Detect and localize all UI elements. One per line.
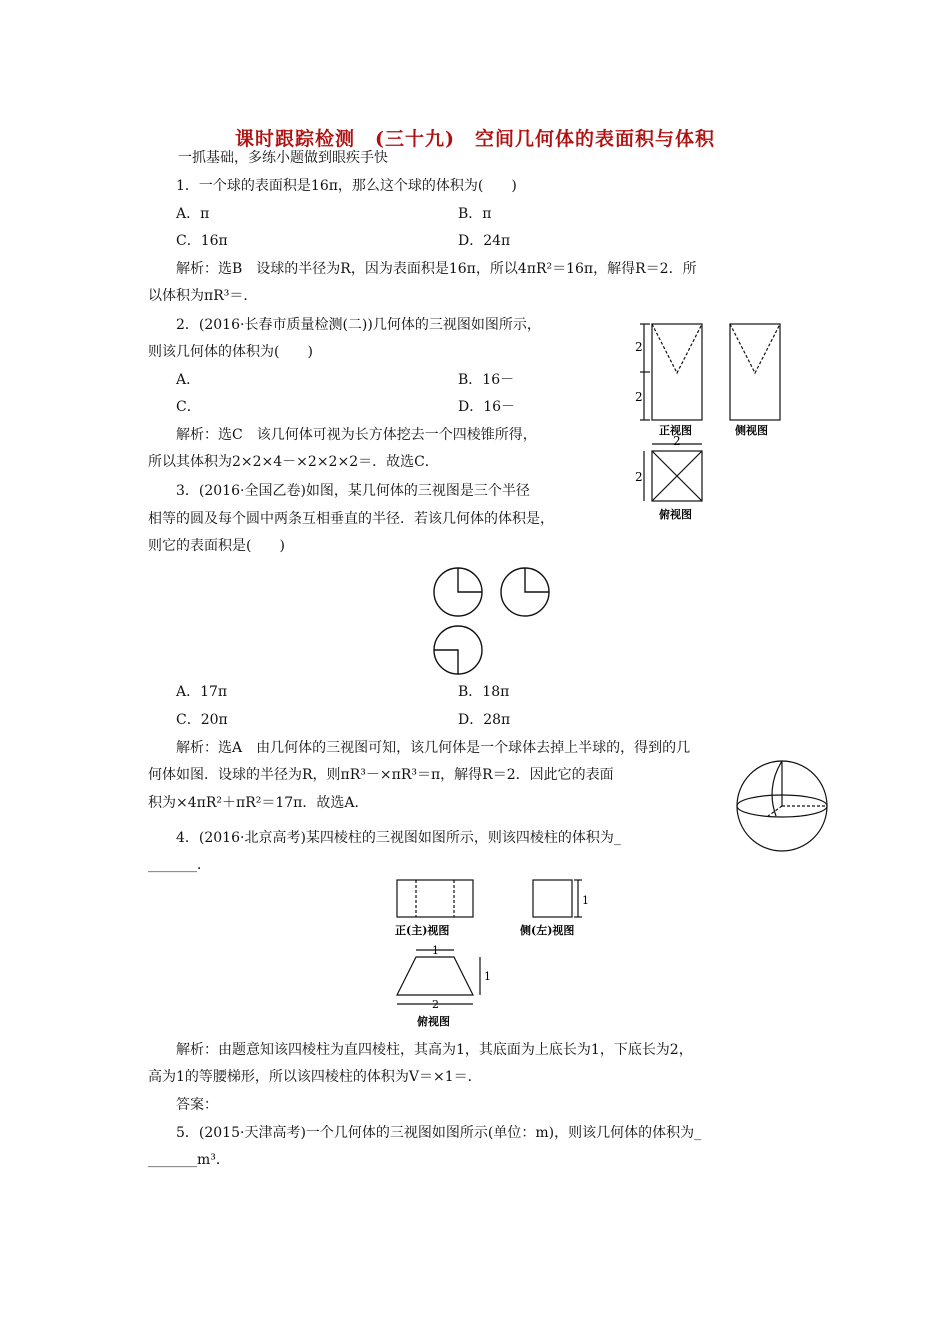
- q2-stem-line1: 2．(2016·长春市质量检测(二))几何体的三视图如图所示，: [176, 317, 541, 333]
- q1-solution-line2: 以体积为πR³＝．: [148, 288, 258, 304]
- q3-option-c: C．20π: [176, 712, 228, 728]
- q2-side-view-hidden-lines: [730, 324, 780, 373]
- q4-stem-line2: _______．: [148, 857, 211, 873]
- q4-top-view-label: 俯视图: [417, 1015, 450, 1028]
- q3-option-b: B．18π: [458, 684, 510, 700]
- q3-sphere-figure: [730, 760, 835, 855]
- q4-three-view-figure: [385, 872, 605, 1032]
- q3-solution-line3: 积为×4πR²＋πR²＝17π．故选A．: [148, 795, 369, 811]
- q2-solution-line2: 所以其体积为2×2×4－×2×2×2＝．故选C．: [148, 454, 439, 470]
- q1-option-d: D．24π: [458, 233, 511, 249]
- q4-answer: 答案：: [176, 1097, 218, 1113]
- q3-option-a: A．17π: [176, 684, 228, 700]
- q4-side-view-label: 侧(左)视图: [520, 924, 575, 937]
- q3-solution-line2: 何体如图．设球的半径为R，则πR³－×πR³＝π，解得R＝2．因此它的表面: [148, 767, 614, 783]
- q2-front-view-label: 正视图: [659, 424, 692, 437]
- q1-option-c: C．16π: [176, 233, 228, 249]
- q4-stem-line1: 4．(2016·北京高考)某四棱柱的三视图如图所示，则该四棱柱的体积为_: [176, 830, 621, 846]
- q2-top-view-label: 俯视图: [659, 508, 692, 521]
- q1-option-b: B．π: [458, 206, 492, 222]
- q2-side-view-label: 侧视图: [735, 424, 768, 437]
- q3-three-circles-figure: [425, 560, 555, 680]
- q4-top-height-dim: 1: [484, 970, 491, 983]
- q2-dim-top-width: 2: [673, 434, 681, 448]
- q5-stem-line2: _______m³．: [148, 1152, 230, 1168]
- q4-solution-line1: 解析：由题意知该四棱柱为直四棱柱，其高为1，其底面为上底长为1，下底长为2，: [176, 1042, 693, 1058]
- q4-top-lower-dim: 2: [432, 998, 439, 1011]
- q2-option-a: A．: [176, 372, 201, 388]
- q5-stem-line1: 5．(2015·天津高考)一个几何体的三视图如图所示(单位：m)，则该几何体的体积为_: [176, 1125, 702, 1141]
- q1-solution-line1: 解析：选B 设球的半径为R，因为表面积是16π，所以4πR²＝16π，解得R＝2．所: [176, 261, 697, 277]
- q4-top-view-trapezoid: [397, 957, 473, 995]
- q4-front-view-label: 正(主)视图: [395, 924, 450, 937]
- q3-option-d: D．28π: [458, 712, 511, 728]
- q2-option-d: D．16－: [458, 399, 516, 415]
- q4-solution-line2: 高为1的等腰梯形，所以该四棱柱的体积为V＝×1＝．: [148, 1069, 482, 1085]
- subtitle: 一抓基础，多练小题做到眼疾手快: [178, 150, 388, 166]
- q4-front-view-rect: [397, 880, 473, 917]
- q2-front-view-hidden-lines: [652, 324, 702, 373]
- q4-side-view-rect: [533, 880, 572, 917]
- q2-dim-lower: 2: [635, 390, 643, 404]
- q1-option-a: A．π: [176, 206, 210, 222]
- q1-stem: 1．一个球的表面积是16π，那么这个球的体积为( ): [176, 178, 517, 194]
- q4-side-dim: 1: [582, 894, 589, 907]
- q2-stem-line2: 则该几何体的体积为( ): [148, 344, 313, 360]
- q2-solution-line1: 解析：选C 该几何体可视为长方体挖去一个四棱锥所得，: [176, 427, 537, 443]
- q3-stem-line3: 则它的表面积是( ): [148, 538, 285, 554]
- q2-three-view-figure: [622, 318, 792, 530]
- q2-option-c: C．: [176, 399, 201, 415]
- q3-stem-line1: 3．(2016·全国乙卷)如图，某几何体的三视图是三个半径: [176, 483, 530, 499]
- q3-solution-line1: 解析：选A 由几何体的三视图可知，该几何体是一个球体去掉上半球的，得到的几: [176, 740, 691, 756]
- q4-top-upper-dim: 1: [432, 944, 439, 957]
- q2-option-b: B．16－: [458, 372, 515, 388]
- q3-stem-line2: 相等的圆及每个圆中两条互相垂直的半径．若该几何体的体积是，: [148, 511, 554, 527]
- page-title: 课时跟踪检测 (三十九) 空间几何体的表面积与体积: [235, 128, 715, 150]
- q2-dim-top-height: 2: [635, 470, 643, 484]
- q2-dim-upper: 2: [635, 340, 643, 354]
